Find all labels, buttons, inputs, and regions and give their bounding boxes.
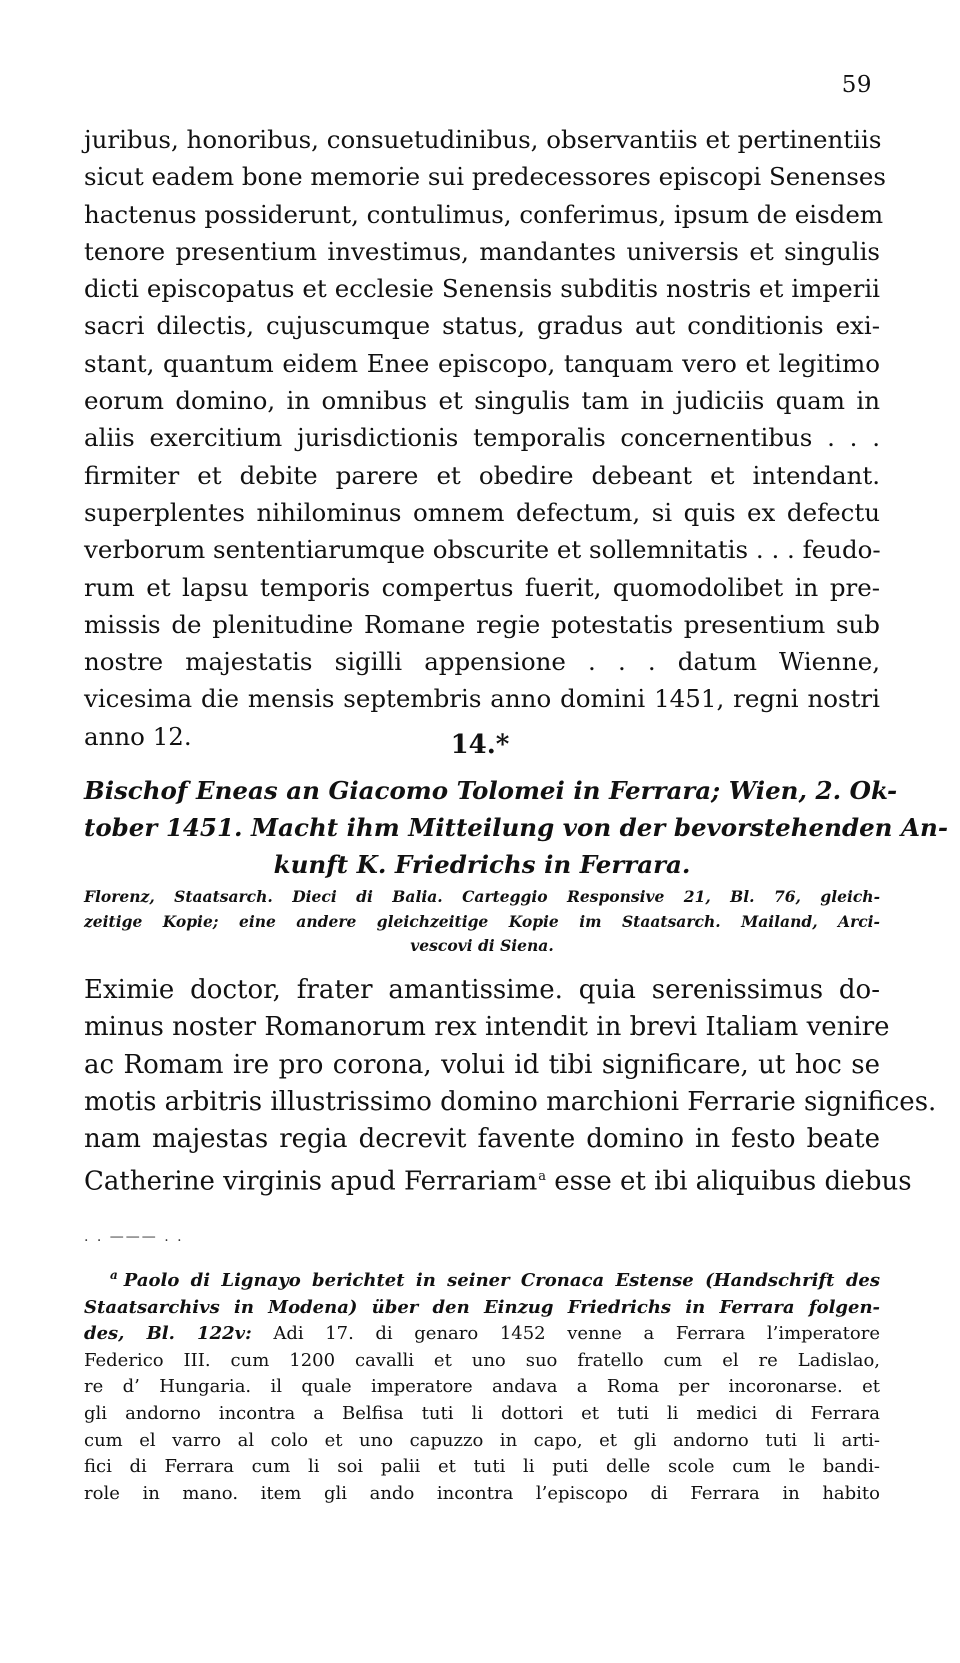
letter-line-part: esse et ibi aliquibus diebus [546, 1167, 912, 1198]
heading-line: Bischof Eneas an Giacomo Tolomei in Ferrara; Wien, 2. Ok- [84, 776, 898, 805]
footnote-separator: . . ——— . . [84, 1229, 184, 1245]
footnote-line: Federico III. cum 1200 cavalli et uno suo fratello cum el re Ladislao, [84, 1349, 880, 1371]
document-number: 14.* [450, 730, 510, 760]
body-line: nostre majestatis sigilli appensione . . . datum Wienne, [84, 647, 880, 677]
footnote-line: cum el varro al colo et uno capuzzo in capo, et gli andorno tuti li arti- [84, 1429, 880, 1451]
heading-line: kunft K. Friedrichs in Ferrara. [273, 850, 691, 879]
body-line: aliis exercitium jurisdictionis temporalis concernentibus . . . [84, 423, 880, 453]
body-line: stant, quantum eidem Enee episcopo, tanquam vero et legitimo [84, 348, 880, 378]
footnote-line: Staatsarchivs in Modena) über den Einzug Friedrichs in Ferrara folgen- [84, 1296, 880, 1318]
body-line: sacri dilectis, cujuscumque status, gradus aut conditionis exi- [84, 311, 880, 341]
letter-line: ac Romam ire pro corona, volui id tibi significare, ut hoc se [84, 1049, 880, 1080]
charter-text [84, 121, 886, 755]
body-line: verborum sententiarumque obscurite et sollemnitatis . . . feudo- [84, 535, 881, 565]
body-line: rum et lapsu temporis compertus fuerit, quomodolibet in pre- [84, 572, 880, 602]
source-line: vescovi di Siena. [410, 936, 554, 955]
body-line: eorum domino, in omnibus et singulis tam in judiciis quam in [84, 386, 880, 416]
page-number: 59 [841, 72, 872, 98]
footnote-marker: a [110, 1268, 118, 1282]
letter-line [84, 1158, 912, 1201]
footnote-line-italic: des, Bl. 122v: [84, 1323, 252, 1345]
letter-text [84, 972, 937, 1201]
letter-line-part: Catherine virginis apud Ferrariam [84, 1167, 538, 1198]
footnote-line [84, 1262, 880, 1295]
footnote-line [84, 1321, 880, 1348]
body-line: juribus, honoribus, consuetudinibus, observantiis et pertinentiis [84, 125, 882, 154]
body-line: dicti episcopatus et ecclesie Senensis subditis nostris et imperii [84, 274, 880, 304]
body-line: anno 12. [84, 721, 192, 751]
body-line: hactenus possiderunt, contulimus, conferimus, ipsum de eisdem [84, 199, 884, 229]
letter-line: motis arbitris illustrissimo domino marchioni Ferrarie significes. [84, 1086, 937, 1117]
letter-line: minus noster Romanorum rex intendit in brevi Italiam venire [84, 1012, 890, 1043]
body-line: superplentes nihilominus omnem defectum, si quis ex defectu [84, 497, 880, 527]
footnote-line-text: Adi 17. di genaro 1452 venne a Ferrara l’imperatore [251, 1323, 880, 1345]
footnote-line: fici di Ferrara cum li soi palii et tuti li puti delle scole cum le bandi- [84, 1456, 880, 1478]
body-line: tenore presentium investimus, mandantes universis et singulis [84, 236, 880, 266]
footnote-line: role in mano. item gli ando incontra l’episcopo di Ferrara in habito [84, 1482, 880, 1504]
letter-line: nam majestas regia decrevit favente domino in festo beate [84, 1124, 880, 1155]
footnote-line: gli andorno incontra a Belfisa tuti li dottori et tuti li medici di Ferrara [84, 1402, 880, 1424]
footnote-reference: a [538, 1169, 547, 1185]
body-line: missis de plenitudine Romane regie potestatis presentium sub [84, 609, 880, 639]
footnote-line-text: Paolo di Lignayo berichtet in seiner Cronaca Estense (Handschrift des [123, 1270, 880, 1291]
body-line: vicesima die mensis septembris anno domini 1451, regni nostri [84, 684, 880, 714]
document-heading [84, 772, 948, 883]
body-line: sicut eadem bone memorie sui predecessores episcopi Senenses [84, 162, 886, 192]
body-line: firmiter et debite parere et obedire debeant et intendant. [84, 460, 880, 490]
heading-line: tober 1451. Macht ihm Mitteilung von der bevorstehenden An- [84, 813, 948, 842]
footnote-line: re d’ Hungaria. il quale imperatore andava a Roma per incoronarse. et [84, 1376, 880, 1398]
source-line: Florenz, Staatsarch. Dieci di Balia. Carteggio Responsive 21, Bl. 76, gleich- [84, 887, 880, 906]
letter-line: Eximie doctor, frater amantissime. quia serenissimus do- [84, 975, 880, 1005]
source-line: zeitige Kopie; eine andere gleichzeitige Kopie im Staatsarch. Mailand, Arci- [84, 911, 880, 931]
source-note [84, 885, 880, 959]
footnote [84, 1262, 880, 1507]
